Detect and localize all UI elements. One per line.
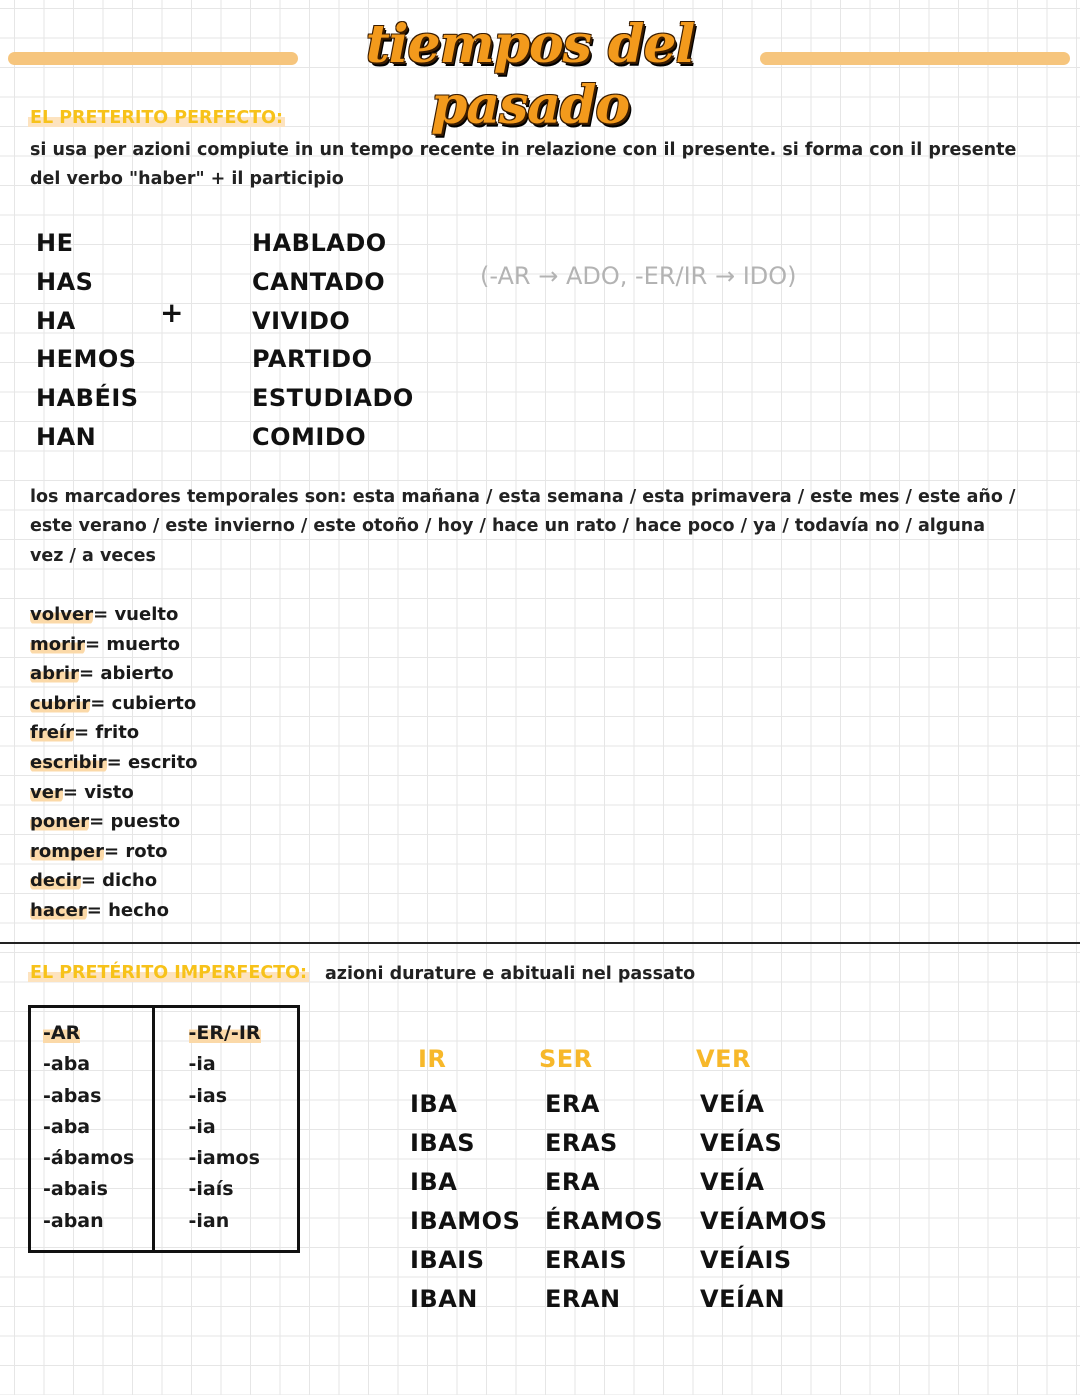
haber-form: HA: [36, 306, 76, 335]
participle-item: CANTADO: [252, 267, 386, 296]
section-divider: [0, 942, 1080, 944]
markers-line-3: vez / a veces: [30, 546, 156, 566]
plus-sign: +: [160, 296, 184, 329]
ar-ending: -aba: [43, 1053, 91, 1076]
ser-form: ERAN: [545, 1285, 621, 1313]
preterito-perfecto-heading: EL PRETERITO PERFECTO:: [30, 108, 284, 128]
ar-ending: -abais: [43, 1178, 108, 1201]
ar-ending: -aba: [43, 1115, 91, 1138]
ver-conjugation: [696, 1040, 828, 1319]
er-ir-ending: -ia: [188, 1115, 216, 1138]
ver-form: VEÍAS: [700, 1129, 783, 1157]
irregular-verb: morir: [30, 633, 86, 655]
perfecto-description-line-1: si usa per azioni compiute in un tempo recente in relazione con il presente. si forma con il presente: [30, 140, 1017, 160]
ir-form: IBAS: [410, 1129, 476, 1157]
irregular-verb: romper: [30, 840, 104, 862]
markers-line-2: este verano / este invierno / este otoño / hoy / hace un rato / hace poco / ya / todavía no / alguna: [30, 516, 986, 536]
irregular-item: abrir= abierto: [30, 663, 174, 685]
haber-form: HEMOS: [36, 345, 137, 374]
irregular-participle: escrito: [127, 751, 198, 773]
ver-header: VER: [696, 1045, 751, 1073]
irregular-verb: cubrir: [30, 692, 91, 714]
er-ir-ending: -ias: [188, 1084, 228, 1107]
irregular-item: ver= visto: [30, 781, 134, 803]
ar-ending: -ábamos: [43, 1147, 135, 1170]
participle-item: VIVIDO: [252, 306, 351, 335]
irregular-item: decir= dicho: [30, 870, 158, 892]
perfecto-description-line-2: del verbo "haber" + il participio: [30, 169, 344, 189]
irregular-item: freír= frito: [30, 722, 140, 744]
preterito-imperfecto-heading: EL PRETÉRITO IMPERFECTO:: [30, 963, 307, 983]
ir-form: IBA: [410, 1090, 458, 1118]
ar-ending: -aban: [43, 1209, 104, 1232]
irregular-item: cubrir= cubierto: [30, 692, 197, 714]
ir-form: IBAMOS: [410, 1207, 521, 1235]
irregular-verb: abrir: [30, 663, 79, 685]
ver-form: VEÍAIS: [700, 1246, 792, 1274]
imperfecto-description: azioni durature e abituali nel passato: [325, 964, 696, 984]
ar-endings-column: [31, 1008, 152, 1250]
irregular-item: morir= muerto: [30, 633, 181, 655]
irregular-verb: ver: [30, 781, 63, 803]
markers-line-1: los marcadores temporales son: esta mañana / esta semana / esta primavera / este mes / este año /: [30, 487, 1016, 507]
irregular-verb: volver: [30, 604, 94, 625]
participle-rule-note: (-AR → ADO, -ER/IR → IDO): [480, 262, 797, 290]
participle-item: COMIDO: [252, 422, 367, 451]
irregular-verb: hacer: [30, 899, 87, 921]
irregular-participle: dicho: [102, 870, 158, 892]
ir-form: IBAN: [410, 1285, 478, 1313]
irregular-participle: vuelto: [114, 604, 179, 625]
participle-item: HABLADO: [252, 229, 387, 257]
irregular-participle: hecho: [108, 899, 169, 921]
haber-form: HABÉIS: [36, 384, 139, 413]
ser-form: ERA: [545, 1168, 600, 1196]
ver-form: VEÍAN: [700, 1285, 786, 1313]
er-ir-endings-header: -ER/-IR: [188, 1022, 261, 1044]
ver-form: VEÍA: [700, 1168, 765, 1196]
endings-table: [28, 1005, 300, 1253]
haber-form: HE: [36, 229, 74, 257]
irregular-participle: muerto: [106, 633, 181, 655]
haber-form: HAN: [36, 422, 97, 451]
irregular-participle: visto: [84, 781, 134, 803]
irregular-verb: poner: [30, 811, 90, 833]
er-ir-ending: -iamos: [188, 1147, 260, 1170]
irregular-item: poner= puesto: [30, 811, 181, 833]
irregular-item: hacer= hecho: [30, 899, 169, 921]
haber-conjugation-list: [36, 224, 139, 457]
ir-form: IBAIS: [410, 1246, 485, 1274]
title-underline-left: [8, 52, 298, 65]
haber-form: HAS: [36, 267, 94, 296]
irregular-verb: escribir: [30, 751, 107, 773]
ser-form: ERA: [545, 1090, 600, 1118]
participle-item: ESTUDIADO: [252, 384, 414, 413]
er-ir-ending: -iaís: [188, 1178, 234, 1201]
title-underline-right: [760, 52, 1070, 65]
irregular-participle: puesto: [110, 811, 181, 833]
ser-conjugation: [539, 1040, 664, 1319]
irregular-participle: cubierto: [111, 692, 197, 714]
participle-list: [252, 224, 414, 457]
irregular-verb: decir: [30, 870, 81, 892]
ser-form: ERAIS: [545, 1246, 628, 1274]
irregular-item: escribir= escrito: [30, 751, 198, 773]
ver-form: VEÍAMOS: [700, 1207, 828, 1235]
irregular-verb: freír: [30, 722, 74, 744]
ir-form: IBA: [410, 1168, 458, 1196]
ser-form: ERAS: [545, 1129, 618, 1157]
page-title: tiempos del pasado: [365, 14, 695, 136]
participle-item: PARTIDO: [252, 345, 373, 374]
ar-endings-header: -AR: [43, 1022, 81, 1044]
er-ir-ending: -ian: [188, 1209, 230, 1232]
ir-conjugation: [410, 1040, 520, 1319]
irregular-participle: roto: [125, 840, 168, 862]
irregular-participles-list: [30, 600, 198, 926]
irregular-participle: abierto: [100, 663, 174, 685]
ser-header: SER: [539, 1045, 593, 1073]
irregular-participle: frito: [95, 722, 140, 744]
ar-ending: -abas: [43, 1084, 102, 1107]
er-ir-endings-column: [152, 1008, 298, 1250]
ver-form: VEÍA: [700, 1090, 765, 1118]
ir-header: IR: [418, 1045, 447, 1073]
irregular-item: romper= roto: [30, 840, 168, 862]
er-ir-ending: -ia: [188, 1053, 216, 1076]
ser-form: ÉRAMOS: [545, 1207, 664, 1235]
irregular-item: volver= vuelto: [30, 604, 179, 625]
